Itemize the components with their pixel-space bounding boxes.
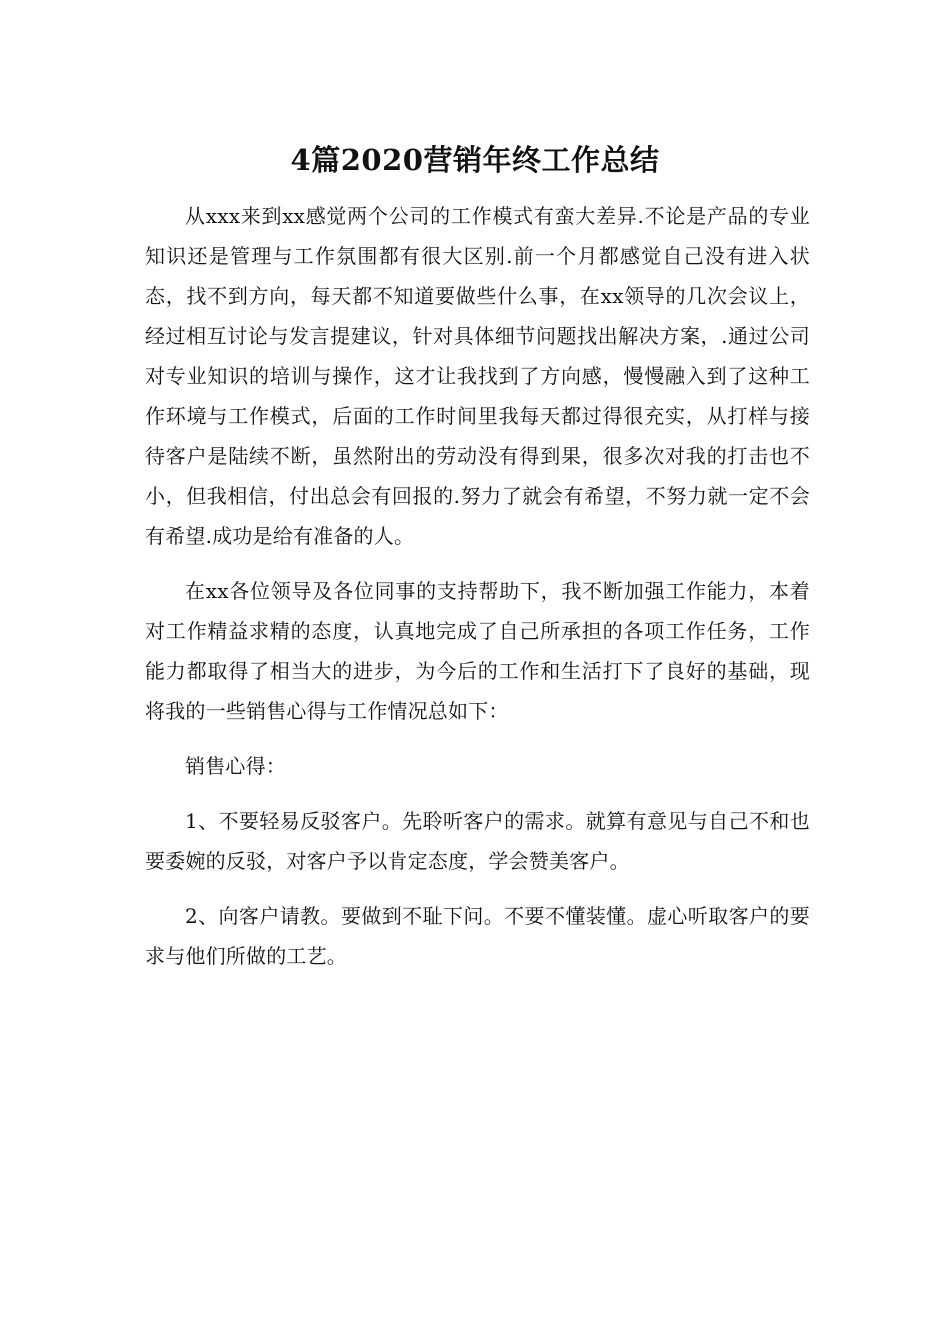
paragraph-4: 1、不要轻易反驳客户。先聆听客户的需求。就算有意见与自己不和也要委婉的反驳，对客户予以肯定态度，学会赞美客户。 [145,809,810,873]
paragraph-5: 2、向客户请教。要做到不耻下问。不要不懂装懂。虚心听取客户的要求与他们所做的工艺。 [145,904,810,968]
document-title: 4篇2020营销年终工作总结 [290,143,660,177]
paragraph-3: 销售心得： [185,754,286,778]
paragraph-2: 在xx各位领导及各位同事的支持帮助下，我不断加强工作能力，本着对工作精益求精的态度，认真地完成了自己所承担的各项工作任务，工作能力都取得了相当大的进步，为今后的工作和生活打下了良好的基础，现将我的一些销售心得与工作情况总如下： [145,579,810,723]
paragraph-1: 从xxx来到xx感觉两个公司的工作模式有蛮大差异.不论是产品的专业知识还是管理与工作氛围都有很大区别.前一个月都感觉自己没有进入状态，找不到方向，每天都不知道要做些什么事，在xx领导的几次会议上，经过相互讨论与发言提建议，针对具体细节问题找出解决方案，.通过公司对专业知识的培训与操作，这才让我找到了方向感，慢慢融入到了这种工作环境与工作模式，后面的工作时间里我每天都过得很充实，从打样与接待客户是陆续不断，虽然附出的劳动没有得到果，很多次对我的打击也不小，但我相信，付出总会有回报的.努力了就会有希望，不努力就一定不会有希望.成功是给有准备的人。 [145,204,810,548]
document-body [145,196,810,976]
